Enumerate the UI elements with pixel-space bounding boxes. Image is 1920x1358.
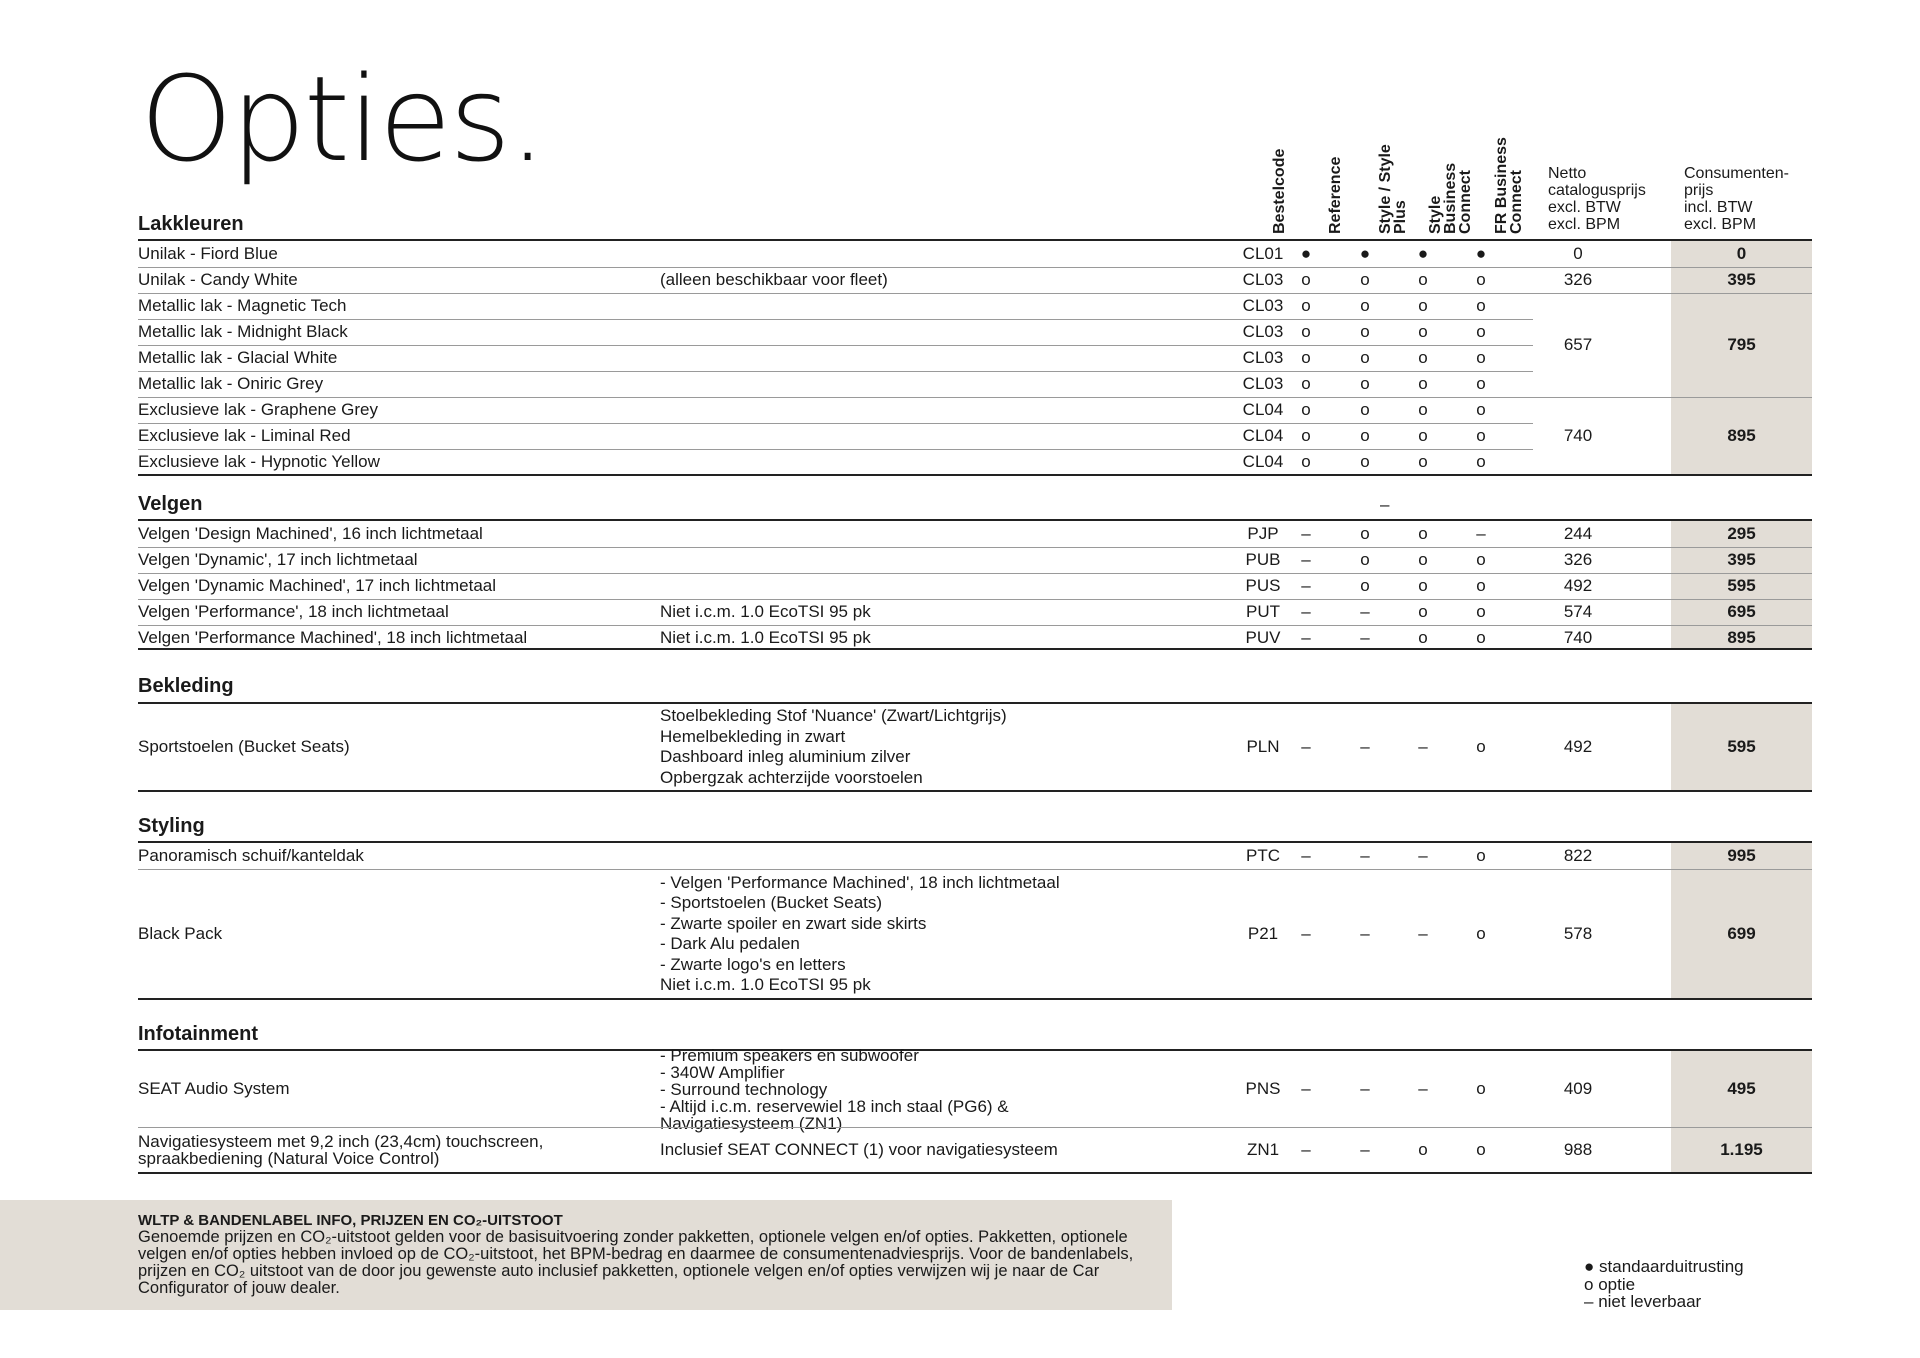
legend-item: – niet leverbaar: [1584, 1292, 1702, 1311]
order-code: ZN1: [1246, 1140, 1280, 1159]
availability-reference: o: [1301, 348, 1311, 367]
availability-style-bc: o: [1418, 374, 1428, 393]
availability-style-plus: o: [1360, 524, 1370, 543]
option-name: Metallic lak - Midnight Black: [138, 322, 348, 341]
divider: [138, 648, 1812, 650]
order-code: CL04: [1242, 400, 1284, 419]
option-name: Velgen 'Performance Machined', 18 inch lichtmetaal: [138, 628, 528, 647]
availability-fr-bc: o: [1476, 426, 1486, 445]
consumer-price: 395: [1727, 270, 1756, 289]
price-group: [138, 267, 1812, 293]
option-name: Metallic lak - Glacial White: [138, 348, 338, 367]
option-name: Unilak - Candy White: [138, 270, 298, 289]
net-price: 988: [1563, 1140, 1593, 1159]
availability-style-bc: o: [1418, 270, 1428, 289]
order-code: CL03: [1242, 270, 1284, 289]
availability-reference: ●: [1300, 244, 1312, 263]
price-group: [138, 241, 1812, 267]
availability-style-bc: o: [1418, 296, 1428, 315]
page-title: Opties.: [140, 50, 545, 188]
option-note: [660, 573, 1130, 599]
order-code: PUB: [1245, 550, 1281, 569]
order-code: PUV: [1245, 628, 1281, 647]
net-price: 492: [1563, 737, 1593, 756]
availability-style-bc: o: [1418, 602, 1428, 621]
section-title-velgen: Velgen: [138, 493, 203, 515]
dash-icon: –: [1584, 1292, 1594, 1311]
availability-style-plus: –: [1360, 924, 1370, 943]
availability-fr-bc: o: [1476, 550, 1486, 569]
section-title-infotainment: Infotainment: [138, 1023, 258, 1045]
availability-style-plus: –: [1360, 846, 1370, 865]
order-code: CL04: [1242, 426, 1284, 445]
availability-style-bc: –: [1418, 737, 1428, 756]
availability-fr-bc: o: [1476, 628, 1486, 647]
net-price: 492: [1563, 576, 1593, 595]
order-code: PUT: [1246, 602, 1280, 621]
availability-style-bc: o: [1418, 524, 1428, 543]
availability-style-bc: o: [1418, 452, 1428, 471]
consumer-price: 995: [1727, 846, 1756, 865]
col-header-reference: Reference: [1327, 156, 1344, 234]
availability-style-plus: –: [1360, 1140, 1370, 1159]
option-name: Sportstoelen (Bucket Seats): [138, 737, 350, 756]
availability-fr-bc: o: [1476, 1079, 1486, 1098]
table-row: [138, 521, 1812, 547]
availability-reference: –: [1301, 1079, 1311, 1098]
order-code: CL03: [1242, 296, 1284, 315]
option-name: Exclusieve lak - Liminal Red: [138, 426, 351, 445]
availability-fr-bc: –: [1476, 524, 1486, 543]
section-title-bekleding: Bekleding: [138, 675, 234, 697]
order-code: CL03: [1242, 374, 1284, 393]
table-row: [138, 843, 1812, 869]
option-name: Panoramisch schuif/kanteldak: [138, 846, 364, 865]
net-price: 822: [1563, 846, 1593, 865]
availability-style-bc: o: [1418, 426, 1428, 445]
availability-reference: –: [1301, 602, 1311, 621]
availability-reference: –: [1301, 737, 1311, 756]
consumer-price: 0: [1736, 244, 1747, 263]
order-code: PJP: [1247, 524, 1279, 543]
table-row: [138, 599, 1812, 625]
availability-fr-bc: o: [1476, 374, 1486, 393]
col-header-style-plus: Style / Style Plus: [1377, 144, 1409, 234]
availability-fr-bc: o: [1476, 296, 1486, 315]
col-header-fr-bc: FR Business Connect: [1493, 137, 1525, 234]
table-row: [138, 547, 1812, 573]
option-note: Niet i.c.m. 1.0 EcoTSI 95 pk: [660, 627, 871, 647]
col-header-net-price: Netto catalogusprijs excl. BTW excl. BPM: [1548, 165, 1646, 233]
legend-item: o optie: [1584, 1274, 1636, 1294]
order-code: PNS: [1245, 1079, 1281, 1098]
option-name: Velgen 'Performance', 18 inch lichtmetaal: [138, 602, 449, 621]
col-header-code: Bestelcode: [1271, 148, 1288, 234]
availability-reference: –: [1301, 924, 1311, 943]
availability-fr-bc: o: [1476, 270, 1486, 289]
net-price: 409: [1563, 1079, 1593, 1098]
order-code: CL01: [1242, 244, 1284, 263]
option-name: Unilak - Fiord Blue: [138, 244, 278, 263]
availability-style-bc: o: [1418, 1140, 1428, 1159]
availability-style-plus: o: [1360, 296, 1370, 315]
table-row: [138, 1045, 1812, 1133]
option-notes: - Premium speakers en subwoofer - 340W Amplifier - Surround technology - Altijd i.c.m. reservewiel 18 inch staal (PG6) & Navigatiesysteem (ZN1): [660, 1045, 1009, 1133]
option-name: Exclusieve lak - Hypnotic Yellow: [138, 452, 380, 471]
availability-style-plus: o: [1360, 400, 1370, 419]
availability-style-bc: –: [1418, 924, 1428, 943]
availability-fr-bc: o: [1476, 576, 1486, 595]
section-title-styling: Styling: [138, 815, 205, 837]
order-code: PLN: [1246, 737, 1280, 756]
availability-style-plus: ●: [1359, 244, 1371, 263]
consumer-price: 495: [1727, 1079, 1756, 1098]
availability-style-bc: –: [1418, 1079, 1428, 1098]
availability-style-plus: –: [1360, 1079, 1370, 1098]
option-note: [660, 547, 1130, 573]
option-name: Metallic lak - Oniric Grey: [138, 374, 324, 393]
consumer-price: 1.195: [1720, 1140, 1763, 1159]
availability-style-bc: o: [1418, 322, 1428, 341]
availability-style-bc: –: [1418, 846, 1428, 865]
option-name: Velgen 'Design Machined', 16 inch lichtmetaal: [138, 524, 483, 543]
option-note: (alleen beschikbaar voor fleet): [660, 269, 888, 289]
consumer-price: 795: [1727, 335, 1756, 354]
availability-reference: –: [1301, 1140, 1311, 1159]
availability-style-plus: o: [1360, 452, 1370, 471]
standard-icon: ●: [1584, 1257, 1595, 1276]
availability-style-plus: o: [1360, 426, 1370, 445]
availability-fr-bc: o: [1476, 602, 1486, 621]
consumer-price: 895: [1727, 426, 1756, 445]
order-code: P21: [1247, 924, 1279, 943]
availability-style-bc: o: [1418, 348, 1428, 367]
net-price: 578: [1563, 924, 1593, 943]
availability-fr-bc: o: [1476, 924, 1486, 943]
table-row: [138, 573, 1812, 599]
availability-fr-bc: o: [1476, 1140, 1486, 1159]
order-code: CL03: [1242, 348, 1284, 367]
option-name: SEAT Audio System: [138, 1079, 290, 1098]
availability-style-bc: o: [1418, 400, 1428, 419]
availability-style-plus: –: [1360, 737, 1370, 756]
option-name: Velgen 'Dynamic', 17 inch lichtmetaal: [138, 550, 418, 569]
legend: [1584, 1258, 1744, 1311]
footnote-body: Genoemde prijzen en CO₂-uitstoot gelden voor de basisuitvoering zonder pakketten, optionele velgen en/of opties. Pakketten, optionele velgen en/of opties hebben invloed op de CO₂-uitstoot, het BPM-bedrag en daarmee de consumentenadviesprijs. Voor de bandenlabels, prijzen en CO₂ uitstoot van de door jou gewenste auto inclusief pakketten, optionele velgen en/of opties verwijzen wij je naar de Car Configurator of jouw dealer.: [138, 1228, 1134, 1297]
availability-reference: o: [1301, 296, 1311, 315]
legend-item: ● standaarduitrusting: [1584, 1257, 1744, 1276]
availability-fr-bc: ●: [1475, 244, 1487, 263]
net-price: 0: [1573, 244, 1583, 263]
price-group: [138, 397, 1812, 475]
net-price: 326: [1563, 550, 1593, 569]
section-title-lakkleuren: Lakkleuren: [138, 213, 244, 235]
col-header-style-bc: Style Business Connect: [1427, 162, 1474, 234]
net-price: 740: [1563, 628, 1593, 647]
availability-fr-bc: o: [1476, 846, 1486, 865]
availability-fr-bc: o: [1476, 400, 1486, 419]
availability-style-bc: o: [1418, 576, 1428, 595]
availability-reference: –: [1301, 628, 1311, 647]
col-header-consumer-price: Consumenten- prijs incl. BTW excl. BPM: [1684, 165, 1789, 233]
availability-style-bc: o: [1418, 550, 1428, 569]
availability-fr-bc: o: [1476, 322, 1486, 341]
availability-style-plus: o: [1360, 348, 1370, 367]
divider: [138, 1172, 1812, 1174]
availability-reference: o: [1301, 374, 1311, 393]
availability-style-bc: o: [1418, 628, 1428, 647]
option-notes: Stoelbekleding Stof 'Nuance' (Zwart/Lichtgrijs) Hemelbekleding in zwart Dashboard inleg aluminium zilver Opbergzak achterzijde voorstoelen: [660, 706, 1007, 787]
availability-style-bc: ●: [1417, 244, 1429, 263]
availability-reference: –: [1301, 550, 1311, 569]
option-name: Black Pack: [138, 924, 223, 943]
table-row: [138, 1128, 1812, 1172]
availability-fr-bc: o: [1476, 737, 1486, 756]
table-row: [138, 870, 1812, 998]
option-notes: Inclusief SEAT CONNECT (1) voor navigatiesysteem: [660, 1139, 1058, 1159]
net-price: 326: [1563, 270, 1593, 289]
availability-style-plus: o: [1360, 270, 1370, 289]
option-note: [660, 521, 1130, 547]
footnote-box: [0, 1200, 1172, 1310]
consumer-price: 699: [1727, 924, 1756, 943]
order-code: PTC: [1246, 846, 1280, 865]
availability-style-plus: –: [1360, 602, 1370, 621]
option-name: Exclusieve lak - Graphene Grey: [138, 400, 378, 419]
availability-reference: o: [1301, 270, 1311, 289]
availability-reference: o: [1301, 400, 1311, 419]
divider: [138, 998, 1812, 1000]
net-price: 657: [1563, 335, 1593, 354]
order-code: CL04: [1242, 452, 1284, 471]
availability-reference: –: [1301, 524, 1311, 543]
availability-style-plus: o: [1360, 550, 1370, 569]
availability-fr-bc: o: [1476, 452, 1486, 471]
availability-fr-bc: o: [1476, 348, 1486, 367]
availability-style-plus: o: [1360, 576, 1370, 595]
footnote-title: WLTP & BANDENLABEL INFO, PRIJZEN EN CO₂-UITSTOOT: [138, 1212, 563, 1229]
net-price: 740: [1563, 426, 1593, 445]
option-note: Niet i.c.m. 1.0 EcoTSI 95 pk: [660, 601, 871, 621]
velgen-header-mark: –: [1380, 495, 1390, 514]
consumer-price: 295: [1727, 524, 1756, 543]
availability-reference: o: [1301, 426, 1311, 445]
availability-reference: –: [1301, 846, 1311, 865]
net-price: 574: [1563, 602, 1593, 621]
availability-reference: o: [1301, 322, 1311, 341]
consumer-price: 395: [1727, 550, 1756, 569]
availability-style-plus: o: [1360, 322, 1370, 341]
order-code: PUS: [1245, 576, 1281, 595]
option-icon: o: [1584, 1274, 1594, 1294]
consumer-price: 695: [1727, 602, 1756, 621]
order-code: CL03: [1242, 322, 1284, 341]
consumer-price: 595: [1727, 576, 1756, 595]
option-notes: - Velgen 'Performance Machined', 18 inch lichtmetaal - Sportstoelen (Bucket Seats) - Zwarte spoiler en zwart side skirts - Dark Alu pedalen - Zwarte logo's en letters Niet i.c.m. 1.0 EcoTSI 95 pk: [660, 872, 1060, 994]
availability-reference: –: [1301, 576, 1311, 595]
table-row: [138, 704, 1812, 790]
consumer-price: 595: [1727, 737, 1756, 756]
option-name: Navigatiesysteem met 9,2 inch (23,4cm) touchscreen, spraakbediening (Natural Voice Control): [138, 1132, 544, 1168]
net-price: 244: [1563, 524, 1593, 543]
divider: [138, 790, 1812, 792]
availability-style-plus: o: [1360, 374, 1370, 393]
option-name: Velgen 'Dynamic Machined', 17 inch lichtmetaal: [138, 576, 497, 595]
availability-style-plus: –: [1360, 628, 1370, 647]
option-name: Metallic lak - Magnetic Tech: [138, 296, 347, 315]
availability-reference: o: [1301, 452, 1311, 471]
price-group: [138, 293, 1812, 397]
consumer-price: 895: [1727, 628, 1756, 647]
